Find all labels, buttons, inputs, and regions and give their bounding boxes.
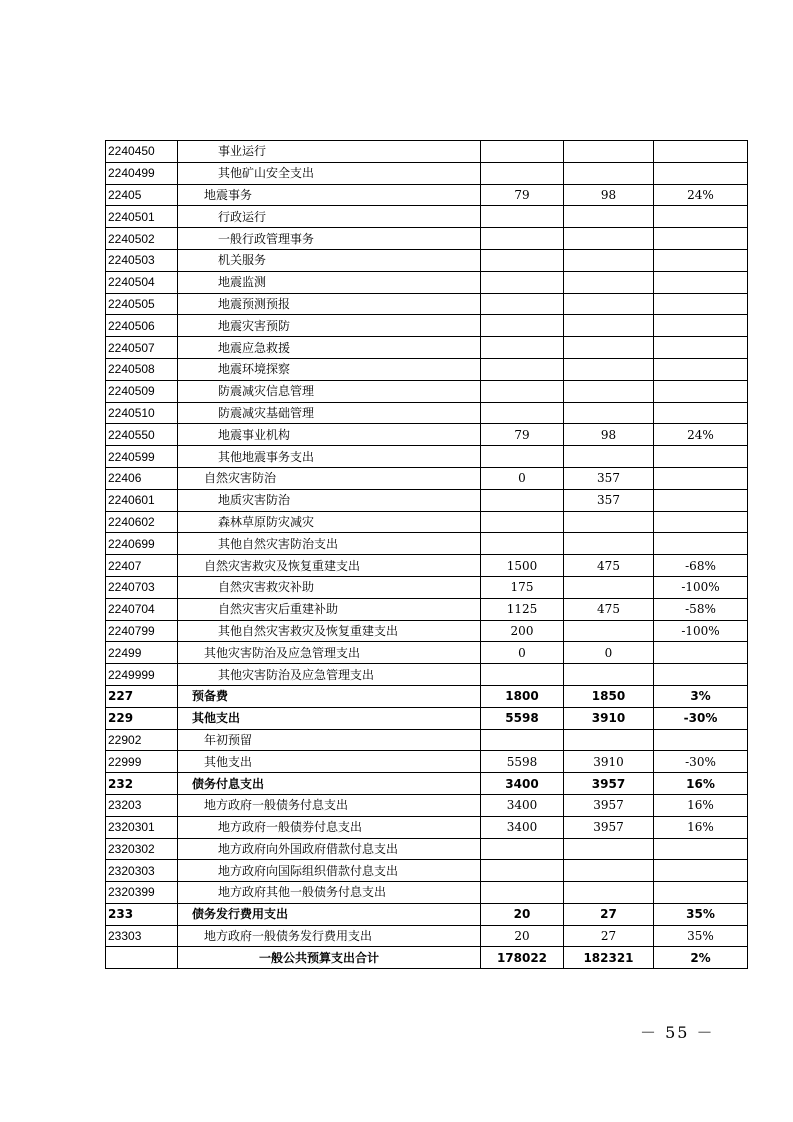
cell-code: 22405 bbox=[106, 184, 178, 206]
cell-name: 债务付息支出 bbox=[178, 773, 481, 795]
cell-value-b bbox=[564, 664, 654, 686]
cell-value-a: 3400 bbox=[481, 816, 564, 838]
table-row bbox=[106, 533, 748, 555]
table-row bbox=[106, 206, 748, 228]
cell-value-a bbox=[481, 228, 564, 250]
cell-name: 其他灾害防治及应急管理支出 bbox=[178, 664, 481, 686]
cell-change bbox=[654, 467, 748, 489]
table-row bbox=[106, 249, 748, 271]
cell-value-a: 0 bbox=[481, 642, 564, 664]
cell-value-b bbox=[564, 249, 654, 271]
cell-value-b bbox=[564, 729, 654, 751]
table-row bbox=[106, 489, 748, 511]
table-row bbox=[106, 838, 748, 860]
cell-change: 35% bbox=[654, 903, 748, 925]
cell-value-a: 20 bbox=[481, 925, 564, 947]
cell-change bbox=[654, 511, 748, 533]
cell-name: 森林草原防灾减灾 bbox=[178, 511, 481, 533]
cell-value-a: 79 bbox=[481, 184, 564, 206]
cell-code: 229 bbox=[106, 707, 178, 729]
table-row bbox=[106, 598, 748, 620]
cell-value-a: 79 bbox=[481, 424, 564, 446]
table-row bbox=[106, 685, 748, 707]
cell-name: 地方政府一般债券付息支出 bbox=[178, 816, 481, 838]
table-row bbox=[106, 315, 748, 337]
cell-code: 2320302 bbox=[106, 838, 178, 860]
cell-value-a: 178022 bbox=[481, 947, 564, 969]
cell-code: 2240501 bbox=[106, 206, 178, 228]
cell-code: 2249999 bbox=[106, 664, 178, 686]
cell-value-b bbox=[564, 315, 654, 337]
cell-code: 2240704 bbox=[106, 598, 178, 620]
cell-change bbox=[654, 489, 748, 511]
table-row bbox=[106, 293, 748, 315]
table-row bbox=[106, 620, 748, 642]
cell-code: 2240507 bbox=[106, 337, 178, 359]
table-row bbox=[106, 751, 748, 773]
cell-code: 22499 bbox=[106, 642, 178, 664]
cell-change bbox=[654, 642, 748, 664]
cell-change: -58% bbox=[654, 598, 748, 620]
cell-value-b: 357 bbox=[564, 467, 654, 489]
cell-value-b bbox=[564, 380, 654, 402]
cell-change: -30% bbox=[654, 751, 748, 773]
cell-name: 其他灾害防治及应急管理支出 bbox=[178, 642, 481, 664]
cell-code: 232 bbox=[106, 773, 178, 795]
cell-value-b: 182321 bbox=[564, 947, 654, 969]
cell-name: 一般行政管理事务 bbox=[178, 228, 481, 250]
cell-code: 2240699 bbox=[106, 533, 178, 555]
cell-value-a bbox=[481, 729, 564, 751]
cell-name: 地震预测预报 bbox=[178, 293, 481, 315]
cell-name: 地震事业机构 bbox=[178, 424, 481, 446]
table-row bbox=[106, 337, 748, 359]
cell-value-b bbox=[564, 271, 654, 293]
cell-change bbox=[654, 271, 748, 293]
cell-value-b bbox=[564, 358, 654, 380]
cell-change: -30% bbox=[654, 707, 748, 729]
cell-change bbox=[654, 664, 748, 686]
cell-value-b bbox=[564, 228, 654, 250]
cell-change bbox=[654, 162, 748, 184]
cell-change: 3% bbox=[654, 685, 748, 707]
cell-value-a: 1500 bbox=[481, 555, 564, 577]
cell-code: 2240508 bbox=[106, 358, 178, 380]
cell-value-a: 200 bbox=[481, 620, 564, 642]
cell-change: -100% bbox=[654, 620, 748, 642]
cell-value-a bbox=[481, 664, 564, 686]
table-row bbox=[106, 511, 748, 533]
table-row bbox=[106, 882, 748, 904]
cell-name: 自然灾害灾后重建补助 bbox=[178, 598, 481, 620]
cell-value-b: 98 bbox=[564, 184, 654, 206]
cell-value-b bbox=[564, 402, 654, 424]
table-row bbox=[106, 773, 748, 795]
cell-value-b: 3957 bbox=[564, 794, 654, 816]
cell-name: 地方政府其他一般债务付息支出 bbox=[178, 882, 481, 904]
cell-code: 2240505 bbox=[106, 293, 178, 315]
cell-code: 233 bbox=[106, 903, 178, 925]
cell-value-a: 0 bbox=[481, 467, 564, 489]
table-row bbox=[106, 947, 748, 969]
cell-value-b bbox=[564, 620, 654, 642]
cell-change: 16% bbox=[654, 773, 748, 795]
cell-code: 22902 bbox=[106, 729, 178, 751]
table-row bbox=[106, 358, 748, 380]
table-row bbox=[106, 664, 748, 686]
cell-change bbox=[654, 358, 748, 380]
cell-name: 机关服务 bbox=[178, 249, 481, 271]
cell-name: 其他自然灾害救灾及恢复重建支出 bbox=[178, 620, 481, 642]
cell-value-a bbox=[481, 402, 564, 424]
cell-value-a: 1125 bbox=[481, 598, 564, 620]
table-row bbox=[106, 576, 748, 598]
cell-code: 23203 bbox=[106, 794, 178, 816]
cell-change: 24% bbox=[654, 424, 748, 446]
cell-change: 2% bbox=[654, 947, 748, 969]
cell-value-b: 98 bbox=[564, 424, 654, 446]
cell-name: 事业运行 bbox=[178, 141, 481, 163]
cell-value-a bbox=[481, 446, 564, 468]
cell-change: 16% bbox=[654, 794, 748, 816]
cell-code: 22407 bbox=[106, 555, 178, 577]
cell-name: 其他自然灾害防治支出 bbox=[178, 533, 481, 555]
cell-change bbox=[654, 729, 748, 751]
cell-value-b: 357 bbox=[564, 489, 654, 511]
cell-name: 自然灾害救灾补助 bbox=[178, 576, 481, 598]
cell-name: 地方政府一般债务发行费用支出 bbox=[178, 925, 481, 947]
cell-value-b bbox=[564, 141, 654, 163]
table-row bbox=[106, 380, 748, 402]
table-row bbox=[106, 446, 748, 468]
cell-value-a: 3400 bbox=[481, 773, 564, 795]
cell-name: 地震监测 bbox=[178, 271, 481, 293]
cell-name: 地方政府一般债务付息支出 bbox=[178, 794, 481, 816]
cell-change bbox=[654, 402, 748, 424]
cell-value-b bbox=[564, 446, 654, 468]
cell-code: 2240601 bbox=[106, 489, 178, 511]
cell-code: 2240502 bbox=[106, 228, 178, 250]
cell-code: 22406 bbox=[106, 467, 178, 489]
cell-change bbox=[654, 228, 748, 250]
cell-value-a bbox=[481, 380, 564, 402]
cell-code: 2240599 bbox=[106, 446, 178, 468]
cell-value-a: 5598 bbox=[481, 707, 564, 729]
cell-name: 防震减灾信息管理 bbox=[178, 380, 481, 402]
table-row bbox=[106, 903, 748, 925]
cell-name: 其他矿山安全支出 bbox=[178, 162, 481, 184]
cell-value-a bbox=[481, 162, 564, 184]
table-row bbox=[106, 228, 748, 250]
cell-code: 2320301 bbox=[106, 816, 178, 838]
cell-value-b bbox=[564, 882, 654, 904]
cell-value-b bbox=[564, 838, 654, 860]
cell-value-a: 20 bbox=[481, 903, 564, 925]
cell-change bbox=[654, 249, 748, 271]
cell-change bbox=[654, 446, 748, 468]
cell-value-a bbox=[481, 358, 564, 380]
cell-value-a bbox=[481, 511, 564, 533]
table-row bbox=[106, 925, 748, 947]
cell-code: 2240506 bbox=[106, 315, 178, 337]
cell-value-b bbox=[564, 576, 654, 598]
cell-name: 自然灾害防治 bbox=[178, 467, 481, 489]
cell-code: 2240510 bbox=[106, 402, 178, 424]
table-row bbox=[106, 860, 748, 882]
cell-value-a bbox=[481, 489, 564, 511]
cell-code: 2240550 bbox=[106, 424, 178, 446]
table-row bbox=[106, 816, 748, 838]
cell-code: 2240450 bbox=[106, 141, 178, 163]
cell-value-a: 5598 bbox=[481, 751, 564, 773]
cell-code: 2240504 bbox=[106, 271, 178, 293]
cell-value-b: 27 bbox=[564, 925, 654, 947]
cell-code: 227 bbox=[106, 685, 178, 707]
cell-name: 地震环境探察 bbox=[178, 358, 481, 380]
cell-code: 2240602 bbox=[106, 511, 178, 533]
cell-code: 2240799 bbox=[106, 620, 178, 642]
cell-value-a bbox=[481, 206, 564, 228]
table-row bbox=[106, 707, 748, 729]
cell-value-a bbox=[481, 315, 564, 337]
cell-value-b bbox=[564, 293, 654, 315]
cell-value-a: 3400 bbox=[481, 794, 564, 816]
cell-name: 年初预留 bbox=[178, 729, 481, 751]
cell-code: 23303 bbox=[106, 925, 178, 947]
cell-name: 其他支出 bbox=[178, 707, 481, 729]
table-row bbox=[106, 555, 748, 577]
table-row bbox=[106, 162, 748, 184]
cell-value-b: 0 bbox=[564, 642, 654, 664]
cell-change: -100% bbox=[654, 576, 748, 598]
cell-value-b: 475 bbox=[564, 598, 654, 620]
cell-change: 16% bbox=[654, 816, 748, 838]
cell-change bbox=[654, 315, 748, 337]
cell-change bbox=[654, 882, 748, 904]
cell-change bbox=[654, 141, 748, 163]
cell-value-b bbox=[564, 511, 654, 533]
table-row bbox=[106, 729, 748, 751]
budget-table bbox=[105, 140, 748, 969]
cell-change bbox=[654, 337, 748, 359]
table-row bbox=[106, 642, 748, 664]
cell-value-a bbox=[481, 882, 564, 904]
cell-code: 2240503 bbox=[106, 249, 178, 271]
cell-value-b bbox=[564, 162, 654, 184]
cell-name: 行政运行 bbox=[178, 206, 481, 228]
cell-name: 地质灾害防治 bbox=[178, 489, 481, 511]
cell-change: -68% bbox=[654, 555, 748, 577]
cell-name: 地震应急救援 bbox=[178, 337, 481, 359]
cell-name: 地方政府向外国政府借款付息支出 bbox=[178, 838, 481, 860]
cell-name: 其他地震事务支出 bbox=[178, 446, 481, 468]
cell-value-a bbox=[481, 533, 564, 555]
cell-value-b: 27 bbox=[564, 903, 654, 925]
cell-value-b bbox=[564, 337, 654, 359]
table-row bbox=[106, 271, 748, 293]
cell-name: 债务发行费用支出 bbox=[178, 903, 481, 925]
cell-value-a bbox=[481, 293, 564, 315]
table-row bbox=[106, 467, 748, 489]
cell-change bbox=[654, 860, 748, 882]
cell-name: 地震灾害预防 bbox=[178, 315, 481, 337]
cell-value-a bbox=[481, 337, 564, 359]
table-row bbox=[106, 402, 748, 424]
cell-change bbox=[654, 838, 748, 860]
cell-value-b bbox=[564, 533, 654, 555]
cell-name: 自然灾害救灾及恢复重建支出 bbox=[178, 555, 481, 577]
cell-value-b: 3957 bbox=[564, 773, 654, 795]
cell-code: 2240509 bbox=[106, 380, 178, 402]
cell-value-b: 475 bbox=[564, 555, 654, 577]
table-row bbox=[106, 424, 748, 446]
cell-change bbox=[654, 533, 748, 555]
cell-value-a bbox=[481, 271, 564, 293]
cell-value-a bbox=[481, 249, 564, 271]
cell-change: 24% bbox=[654, 184, 748, 206]
cell-name: 防震减灾基础管理 bbox=[178, 402, 481, 424]
cell-value-a bbox=[481, 860, 564, 882]
cell-value-a: 1800 bbox=[481, 685, 564, 707]
cell-value-a: 175 bbox=[481, 576, 564, 598]
table-row bbox=[106, 184, 748, 206]
cell-change: 35% bbox=[654, 925, 748, 947]
table-row bbox=[106, 794, 748, 816]
page-number: － 55 － bbox=[640, 1023, 715, 1042]
cell-code bbox=[106, 947, 178, 969]
cell-change bbox=[654, 206, 748, 228]
cell-value-b: 1850 bbox=[564, 685, 654, 707]
cell-name: 地震事务 bbox=[178, 184, 481, 206]
cell-value-a bbox=[481, 838, 564, 860]
cell-value-b: 3957 bbox=[564, 816, 654, 838]
cell-value-b bbox=[564, 860, 654, 882]
cell-value-b: 3910 bbox=[564, 751, 654, 773]
cell-name: 一般公共预算支出合计 bbox=[178, 947, 481, 969]
table-row bbox=[106, 141, 748, 163]
cell-value-b bbox=[564, 206, 654, 228]
cell-value-a bbox=[481, 141, 564, 163]
cell-code: 2240703 bbox=[106, 576, 178, 598]
cell-code: 22999 bbox=[106, 751, 178, 773]
cell-change bbox=[654, 380, 748, 402]
cell-name: 预备费 bbox=[178, 685, 481, 707]
cell-name: 其他支出 bbox=[178, 751, 481, 773]
cell-code: 2320303 bbox=[106, 860, 178, 882]
cell-value-b: 3910 bbox=[564, 707, 654, 729]
cell-name: 地方政府向国际组织借款付息支出 bbox=[178, 860, 481, 882]
cell-code: 2320399 bbox=[106, 882, 178, 904]
cell-code: 2240499 bbox=[106, 162, 178, 184]
table-body bbox=[106, 141, 748, 969]
cell-change bbox=[654, 293, 748, 315]
